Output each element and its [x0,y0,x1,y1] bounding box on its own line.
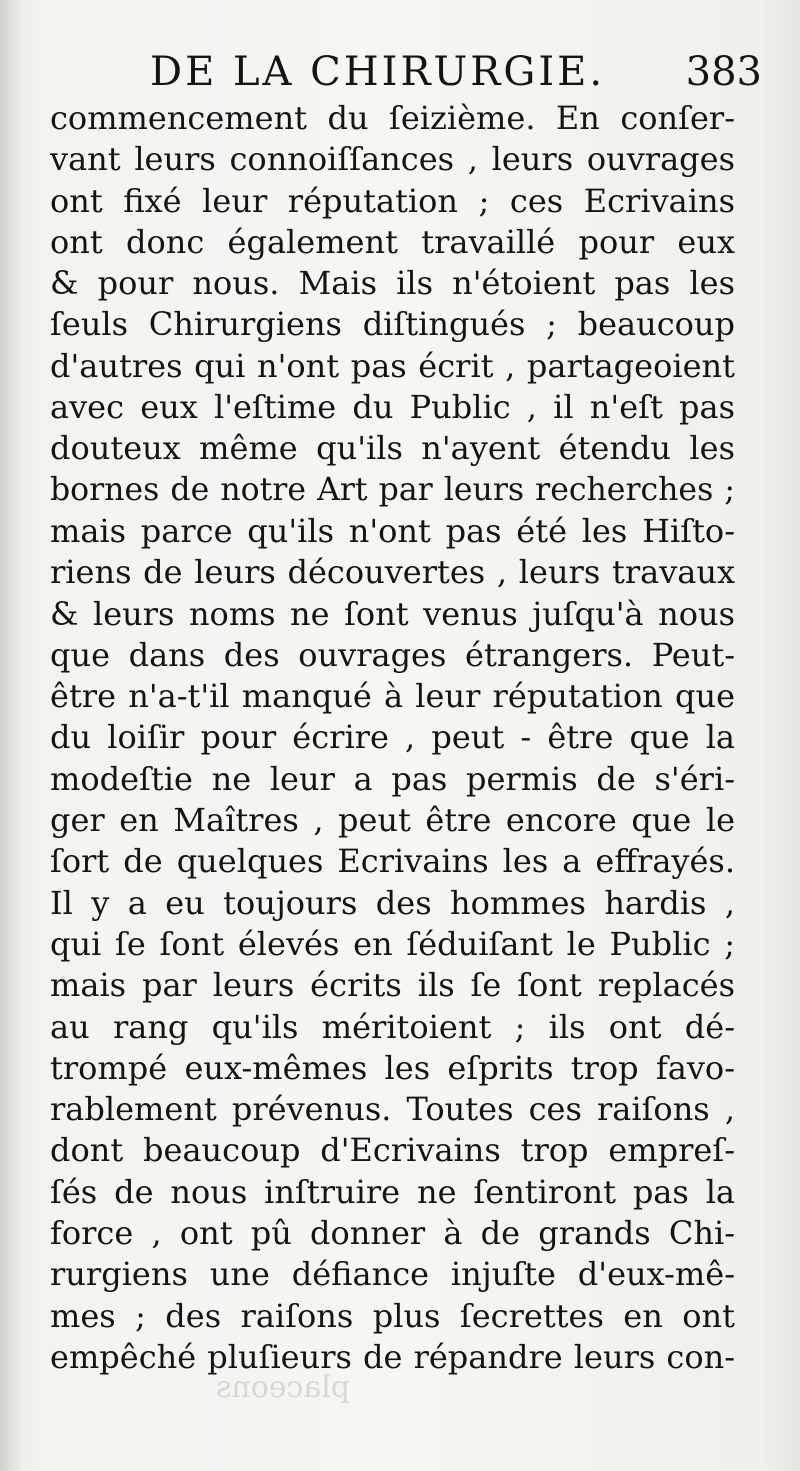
text-line: ſeuls Chirurgiens diſtingués ; beaucoup [50,305,735,344]
text-line: modeſtie ne leur a pas permis de s'éri- [50,759,735,798]
text-line: Il y a eu toujours des hommes hardis , [50,883,735,922]
gutter-shadow [0,0,22,1471]
text-line: commencement du ſeizième. En conſer- [50,99,735,137]
text-line: ont fixé leur réputation ; ces Ecrivains [50,181,735,220]
bleed-through-text: placeons [215,1370,350,1405]
text-line: qui ſe ſont élevés en ſéduiſant le Public ; [50,924,735,963]
text-line: empêché pluſieurs de répandre leurs con- [50,1337,735,1376]
text-line: ont donc également travaillé pour eux [50,222,735,261]
text-line: douteux même qu'ils n'ayent étendu les [50,429,735,468]
running-title: DE LA CHIRURGIE. [150,49,606,95]
text-line: riens de leurs découvertes , leurs travaux [50,553,735,592]
body-text [50,98,735,1378]
text-line: ſés de nous inſtruire ne ſentiront pas la [50,1172,735,1211]
text-line: d'autres qui n'ont pas écrit , partageoient [50,346,735,385]
text-line: force , ont pû donner à de grands Chi- [50,1214,735,1253]
text-line: ſort de quelques Ecrivains les a effrayés. [50,842,735,881]
text-line: dont beaucoup d'Ecrivains trop empreſ- [50,1131,735,1170]
text-line: ger en Maîtres , peut être encore que le [50,801,735,840]
text-line: rablement prévenus. Toutes ces raiſons , [50,1090,735,1129]
text-line: être n'a-t'il manqué à leur réputation que [50,677,735,716]
text-line: mes ; des raiſons plus ſecrettes en ont [50,1296,735,1335]
page-number: 383 [685,49,762,95]
text-line: avec eux l'eſtime du Public , il n'eſt pas [50,388,735,427]
text-line: que dans des ouvrages étrangers. Peut- [50,635,735,674]
text-line: mais par leurs écrits ils ſe ſont replacés [50,966,735,1005]
text-line: vant leurs connoiſſances , leurs ouvrages [50,140,735,179]
text-line: bornes de notre Art par leurs recherches ; [50,471,735,508]
text-line: au rang qu'ils méritoient ; ils ont dé- [50,1007,735,1046]
text-line: rurgiens une défiance injuſte d'eux-mê- [50,1255,735,1294]
text-line: mais parce qu'ils n'ont pas été les Hiſto- [50,511,735,550]
text-line: & pour nous. Mais ils n'étoient pas les [50,264,735,303]
text-line: du loiſir pour écrire , peut - être que la [50,718,735,757]
text-line: trompé eux-mêmes les eſprits trop favo- [50,1048,735,1087]
text-line: & leurs noms ne ſont venus juſqu'à nous [50,594,735,633]
